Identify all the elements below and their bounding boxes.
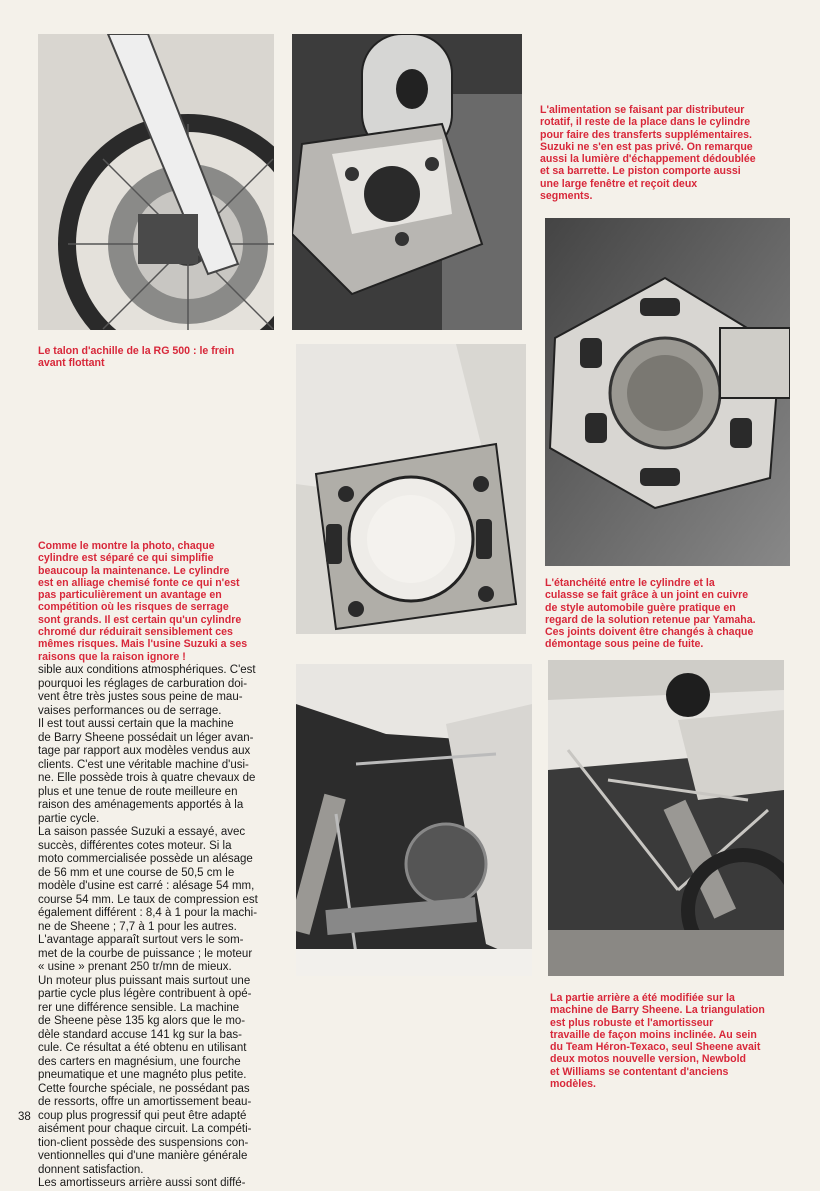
page-number: 38 xyxy=(18,1111,31,1123)
cylinder-piston-photo xyxy=(292,34,522,330)
article-body-text: sible aux conditions atmosphériques. C'est pourquoi les réglages de carburation doi- vent être très justes sous peine de mau- vaises performances ou de serrage. Il est tout aussi certain que la machine de Barry Sheene possédait un léger avan- tage par rapport aux modèles vendus aux clients. C'est une véritable machine d'usi- ne. Elle possède trois à quatre chevaux de plus et une tenue de route meilleure en raison des aménagements apportés à la partie cycle. La saison passée Suzuki a essayé, avec succès, différentes cotes moteur. Si la moto commercialisée possède un alésage de 56 mm et une course de 50,5 cm le modèle d'usine est carré : alésage 54 mm, course 54 mm. Le taux de compression est également différent : 8,4 à 1 pour la machi- ne de Sheene ; 7,7 à 1 pour les autres. L'avantage apparaît surtout vers le som- met de la courbe de puissance ; le moteur « usine » prenant 250 tr/mn de mieux. Un moteur plus puissant mais surtout une partie cycle plus légère contribuent à opé- rer une différence sensible. La machine de Sheene pèse 135 kg alors que le mo- dèle standard accuse 141 kg sur la bas- cule. Ce résultat a été obtenu en utilisant des carters en magnésium, une fourche pneumatique et une magnéto plus petite. Cette fourche spéciale, ne possédant pas de ressorts, offre un amortissement beau- coup plus progressif qui peut être adapté aisément pour chaque circuit. La compéti- tion-client possède des suspensions con- ventionnelles qui d'une manière générale donnent satisfaction. Les amortisseurs arrière aussi sont diffé- xyxy=(38,664,258,1189)
front-brake-photo xyxy=(38,34,274,330)
cylinder-gasket-photo xyxy=(545,218,790,566)
chromed-cylinder-photo xyxy=(296,344,526,634)
caption-cylinder-separate: Comme le montre la photo, chaque cylindre est séparé ce qui simplifie beaucoup la maintenance. Le cylindre est en alliage chemisé fonte ce qui n'est pas particulièrement un avantage en compétition où les risques de serrage sont grands. Il est certain qu'un cylindre chromé dur réduirait sensiblement ces mêmes risques. Mais l'usine Suzuki a ses raisons que la raison ignore ! xyxy=(38,540,248,663)
caption-rear: La partie arrière a été modifiée sur la machine de Barry Sheene. La triangulation est plus robuste et l'amortisseur travaille de façon moins inclinée. Au sein du Team Héron-Texaco, seul Sheene avait deux motos nouvelle version, Newbold et Williams se contentant d'anciens modèles. xyxy=(550,992,765,1091)
rear-suspension-photo xyxy=(296,664,532,976)
caption-gasket: L'étanchéité entre le cylindre et la culasse se fait grâce à un joint en cuivre de style automobile guère pratique en regard de la solution retenue par Yamaha. Ces joints doivent être changés à chaque démontage sous peine de fuite. xyxy=(545,577,756,651)
rear-frame-photo xyxy=(548,660,784,976)
caption-front-brake: Le talon d'achille de la RG 500 : le frein avant flottant xyxy=(38,345,235,370)
caption-cylinder-piston: L'alimentation se faisant par distributeur rotatif, il reste de la place dans le cylindre pour faire des transferts supplémentaires. Suzuki ne s'en est pas privé. On remarque aussi la lumière d'échappement dédoublée et sa barrette. Le piston comporte aussi une large fenêtre et reçoit deux segments. xyxy=(540,104,756,203)
